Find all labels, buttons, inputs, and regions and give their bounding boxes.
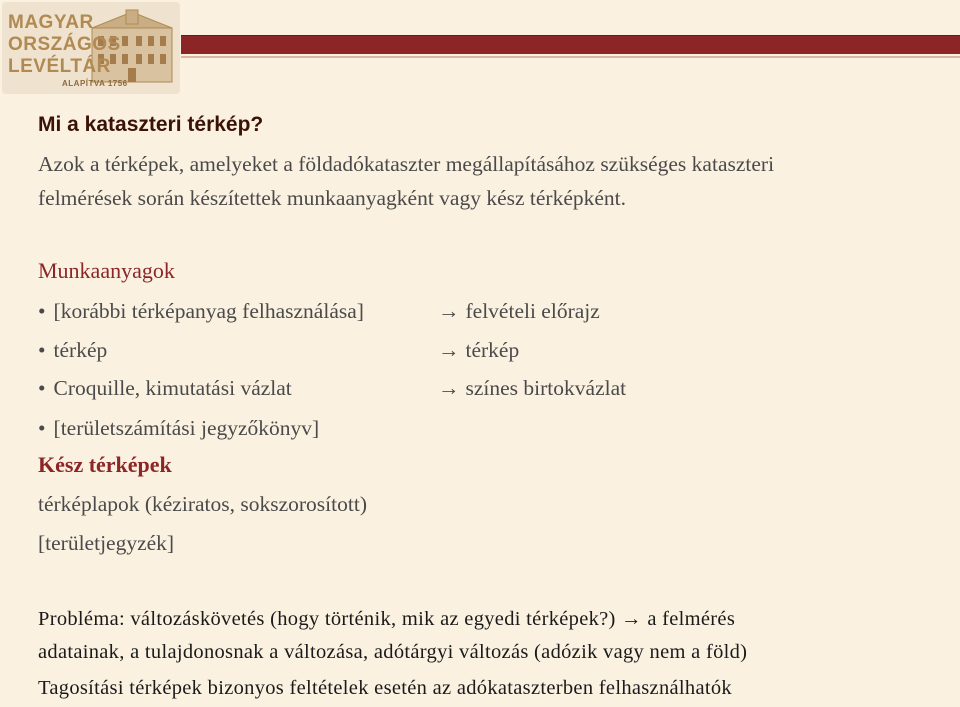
- archive-logo: [2, 2, 180, 94]
- result-text: felvételi előrajz: [465, 299, 600, 323]
- arrow-icon: →: [438, 338, 460, 362]
- bullet: •: [38, 338, 46, 362]
- working-materials-heading: Munkaanyagok: [38, 258, 175, 283]
- list-item-text: [területszámítási jegyzőkönyv]: [53, 416, 320, 440]
- list-item-result: [438, 376, 626, 400]
- finished-maps-line-2: [területjegyzék]: [38, 531, 175, 555]
- list-item: [38, 416, 319, 440]
- logo-line-2: ORSZÁGOS: [8, 34, 121, 55]
- page-title: Mi a kataszteri térkép?: [38, 113, 264, 136]
- bullet: •: [38, 299, 46, 323]
- problem-line-1: Probléma: változáskövetés (hogy történik, mik az egyedi térképek?) → a felmérés: [38, 608, 736, 630]
- intro-line-1: Azok a térképek, amelyeket a földadókataszter megállapításához szükséges kataszteri: [38, 152, 775, 176]
- bullet: •: [38, 416, 46, 440]
- list-item: [38, 338, 107, 362]
- list-item-result: [438, 338, 519, 362]
- arrow-icon: →: [438, 376, 460, 400]
- logo-founded: ALAPÍTVA 1756: [62, 79, 128, 88]
- list-item-text: térkép: [53, 338, 108, 362]
- logo-line-3: LEVÉLTÁR: [8, 56, 111, 77]
- problem-line-2: adatainak, a tulajdonosnak a változása, adótárgyi változás (adózik vagy nem a föld): [38, 641, 748, 663]
- intro-line-2: felmérések során készítettek munkaanyagként vagy kész térképként.: [38, 186, 627, 210]
- list-item: [38, 376, 292, 400]
- header-divider: [181, 56, 960, 58]
- arrow-icon: →: [438, 299, 460, 323]
- list-item: [38, 299, 364, 323]
- header-bar: [181, 35, 960, 54]
- finished-maps-line-1: térképlapok (kéziratos, sokszorosított): [38, 492, 367, 516]
- list-item-text: [korábbi térképanyag felhasználása]: [53, 299, 364, 323]
- list-item-text: Croquille, kimutatási vázlat: [53, 376, 292, 400]
- finished-maps-heading: Kész térképek: [38, 452, 172, 477]
- problem-line-3: Tagosítási térképek bizonyos feltételek esetén az adókataszterben felhasználhatók: [38, 677, 732, 699]
- result-text: térkép: [465, 338, 520, 362]
- bullet: •: [38, 376, 46, 400]
- logo-line-1: MAGYAR: [8, 12, 94, 33]
- list-item-result: [438, 299, 600, 323]
- result-text: színes birtokvázlat: [465, 376, 627, 400]
